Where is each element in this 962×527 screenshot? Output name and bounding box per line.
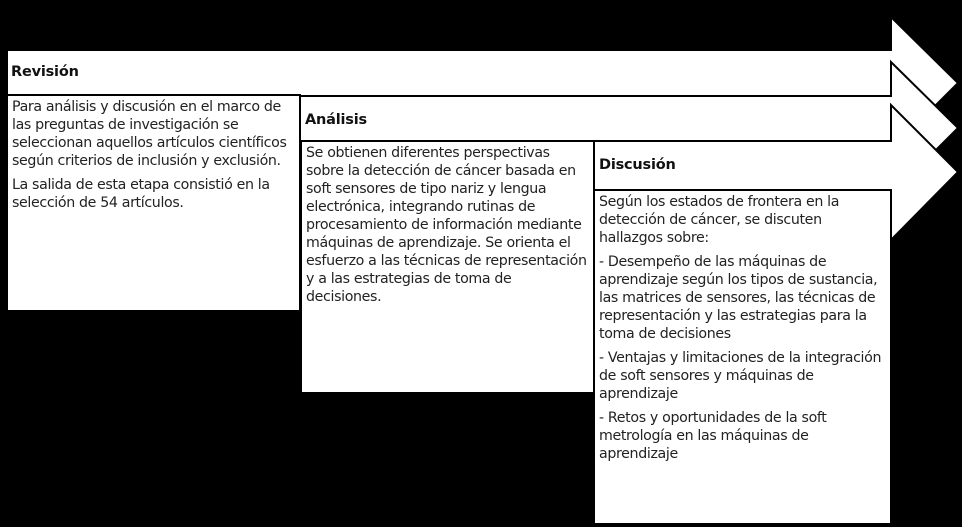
paragraph: Se obtienen diferentes perspectivas sobre la detección de cáncer basada en soft sensores de tipo nariz y lengua electrónica, integrando rutinas de procesamiento de información mediante máquinas de aprendizaje. Se orienta el esfuerzo a las técnicas de representación y a las estrategias de toma de decisiones. — [306, 145, 587, 305]
paragraph: La salida de esta etapa consistió en la selección de 54 artículos. — [12, 177, 270, 211]
stage-title-analisis: Análisis — [305, 112, 367, 128]
stage-title-discusion: Discusión — [599, 157, 676, 173]
paragraph: - Ventajas y limitaciones de la integración de soft sensores y máquinas de aprendizaje — [599, 350, 882, 402]
stage-title-revision: Revisión — [11, 64, 79, 80]
paragraph: - Retos y oportunidades de la soft metrología en las máquinas de aprendizaje — [599, 410, 827, 462]
stage-box-analisis — [300, 140, 595, 394]
paragraph: Según los estados de frontera en la detección de cáncer, se discuten hallazgos sobre: — [599, 194, 840, 246]
stage-box-discusion — [593, 189, 892, 525]
paragraph: Para análisis y discusión en el marco de las preguntas de investigación se seleccionan aquellos artículos científicos según criterios de inclusión y exclusión. — [12, 99, 287, 169]
stage-box-revision — [6, 94, 301, 312]
paragraph: - Desempeño de las máquinas de aprendizaje según los tipos de sustancia, las matrices de sensores, las técnicas de representación y las estrategias para la toma de decisiones — [599, 254, 878, 342]
